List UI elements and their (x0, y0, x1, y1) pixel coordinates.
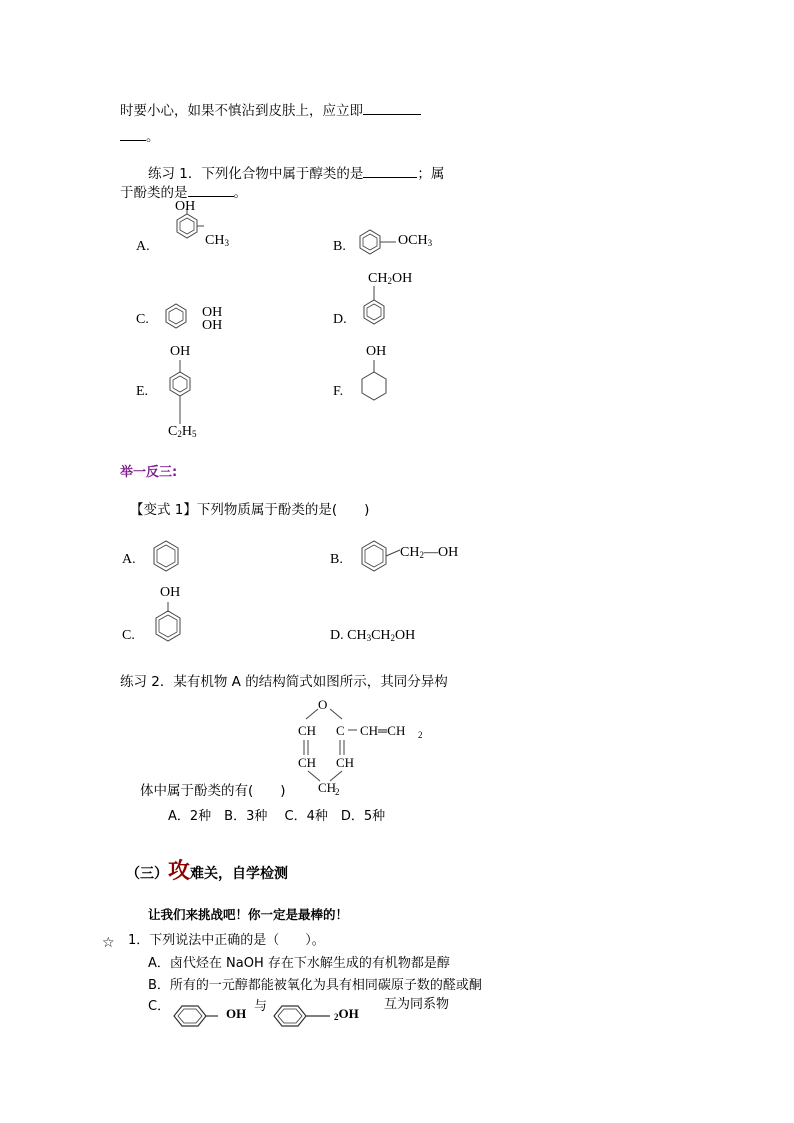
q1-option-b: B．所有的一元醇都能被氧化为具有相同碳原子数的醛或酮 (148, 978, 482, 993)
group-ch3: $CH_3$ (205, 233, 229, 248)
option-c-label: C. (136, 312, 149, 327)
q1-text: 1．下列说法中正确的是（ ）。 (128, 933, 325, 948)
q1-option-c-end: 互为同系物 (384, 997, 450, 1012)
option-f-label: F. (333, 384, 344, 399)
chem-structure-f (358, 358, 398, 412)
star-icon: ☆ (102, 935, 115, 951)
group-c2h5: $C_2H_5$ (168, 424, 197, 439)
exercise2-line-2: 体中属于酚类的有( ) (140, 783, 286, 799)
group-ch2oh: $CH_2OH$ (368, 271, 413, 286)
chem-structure-d (358, 284, 398, 340)
group-och3: $OCH_3$ (398, 233, 433, 248)
group-oh: OH (170, 344, 191, 359)
atom-o: O (318, 697, 328, 712)
exercise2-choices: A．2种 B．3种 C．4种 D．5种 (168, 809, 386, 824)
variant-option-d: D. $CH_3CH_2OH$ (330, 628, 416, 643)
atom-ch-3: CH (336, 755, 355, 770)
q1-option-c-label: C． (148, 999, 171, 1014)
option-a-label: A. (136, 239, 150, 254)
group-oh-1: OH (202, 305, 223, 320)
atom-ch-2: CH (298, 755, 317, 770)
variant1-question: 【变式 1】下列物质属于酚类的是( ) (130, 502, 370, 518)
group-ch2oh: $_2$OH (334, 1006, 359, 1022)
exercise2-line-1: 练习 2．某有机物 A 的结构简式如图所示，其同分异构 (120, 674, 448, 690)
exercise1-line-1: 练习 1．下列化合物中属于醇类的是 ；属 (148, 166, 445, 182)
atom-ch-1: CH (298, 723, 317, 738)
chem-structure-benzene (148, 538, 188, 582)
q1-option-a: A．卤代烃在 NaOH 存在下水解生成的有机物都是醇 (148, 956, 450, 971)
subscript-2: 2 (335, 787, 340, 795)
atom-c: C (336, 723, 345, 738)
variant-option-a-label: A. (122, 552, 136, 567)
chem-structure-phenol (150, 600, 190, 654)
group-oh: OH (160, 585, 181, 600)
subscript-2: 2 (418, 730, 423, 740)
group-oh: OH (366, 344, 387, 359)
answer-blank (120, 128, 146, 141)
answer-blank (363, 102, 421, 115)
section-three-heading: （三）攻难关，自学检测 (126, 858, 289, 884)
section-heading-juyi: 举一反三: (120, 465, 178, 480)
exercise1-line-2: 于酚类的是 。 (120, 185, 247, 201)
group-oh: OH (226, 1006, 247, 1021)
atom-ch2: CH (318, 780, 337, 795)
challenge-text: 让我们来挑战吧！你一定是最棒的！ (148, 907, 349, 922)
group-oh-2: OH (202, 318, 223, 333)
option-d-label: D. (333, 312, 347, 327)
answer-blank (363, 165, 417, 178)
chem-structure-benzyl-flat (270, 1002, 340, 1032)
option-e-label: E. (136, 384, 149, 399)
atom-ch-ch2: CH═CH (360, 723, 406, 738)
option-b-label: B. (333, 239, 346, 254)
chem-structure-phenol-flat (170, 1002, 230, 1032)
intro-line-1: 时要小心，如果不慎沾到皮肤上，应立即 (120, 102, 421, 120)
chem-structure-benzyl (356, 538, 406, 582)
intro-line-2: 。 (120, 128, 160, 146)
group-oh: OH (175, 199, 196, 214)
answer-blank (188, 184, 234, 197)
variant-option-c-label: C. (122, 628, 135, 643)
group-ch2-oh: $CH_2—OH$ (400, 545, 459, 560)
q1-option-c-with: 与 (254, 999, 268, 1014)
variant-option-b-label: B. (330, 552, 343, 567)
chem-structure-exercise2 (290, 695, 440, 795)
